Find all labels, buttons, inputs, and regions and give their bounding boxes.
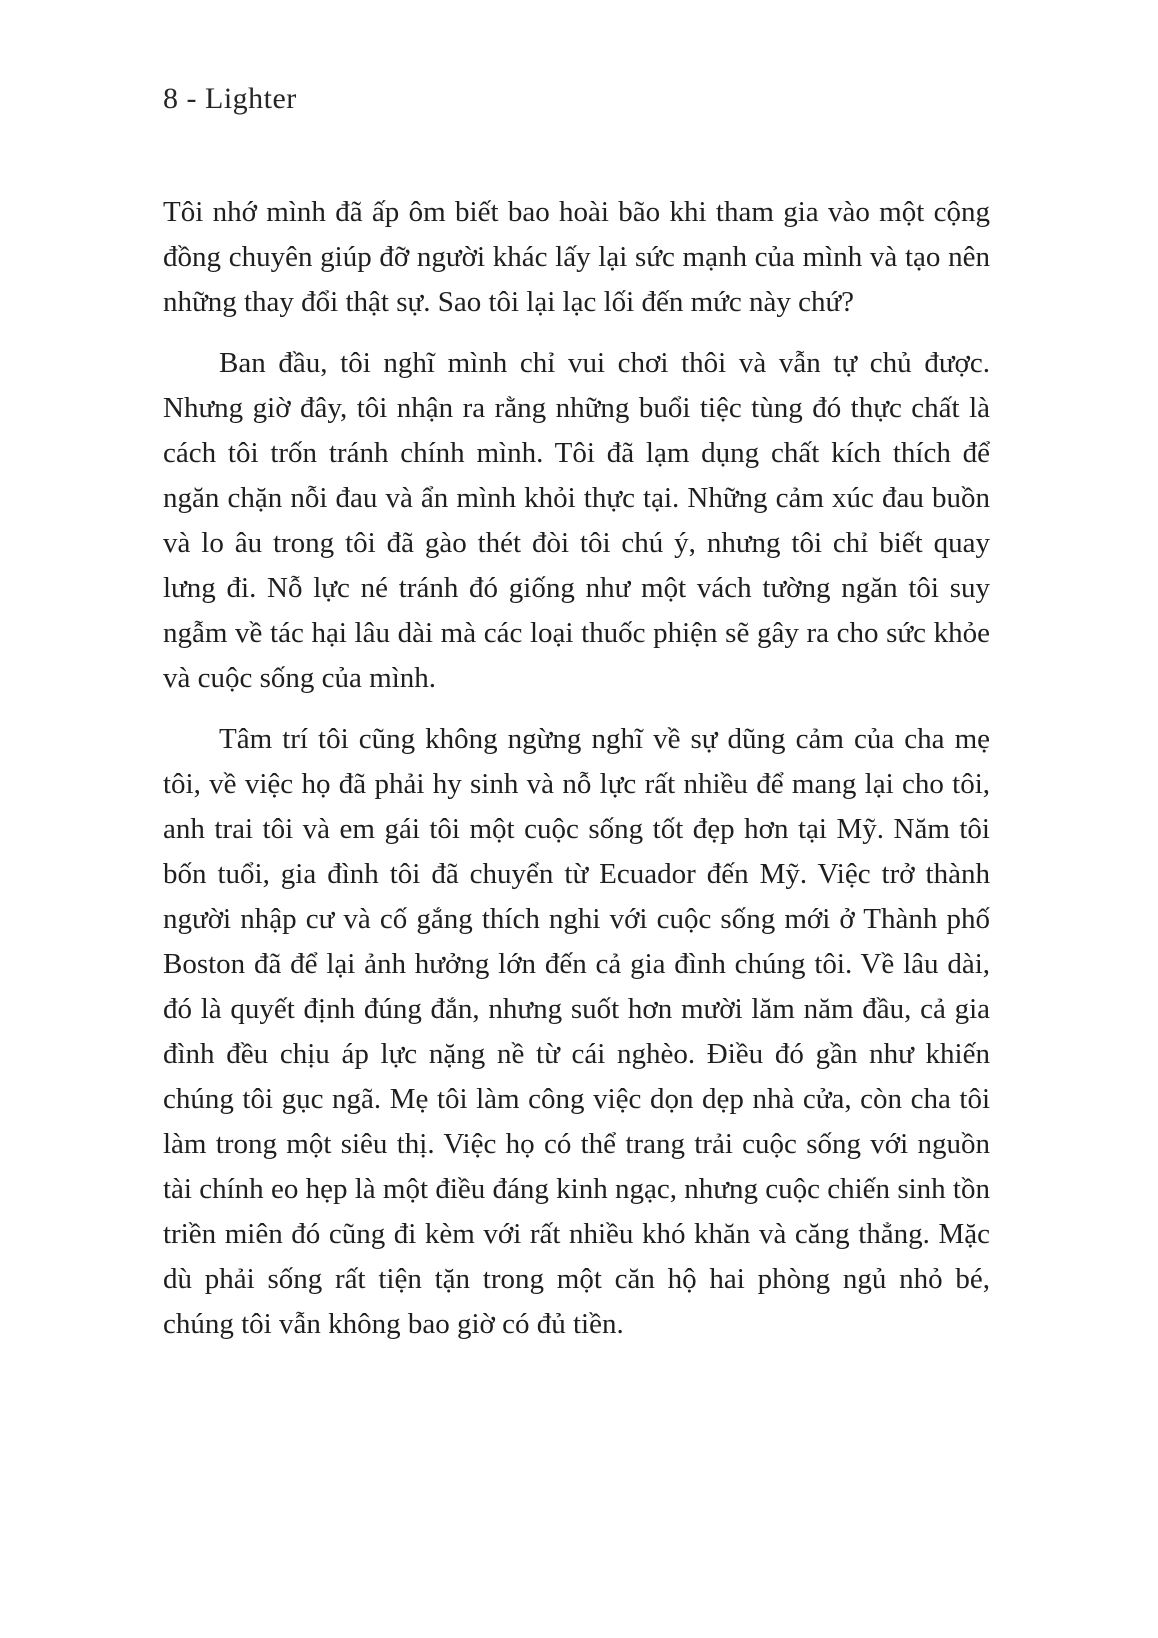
paragraph-2: Ban đầu, tôi nghĩ mình chỉ vui chơi thôi và vẫn tự chủ được. Nhưng giờ đây, tôi nhận ra rằng những buổi tiệc tùng đó thực chất là cách tôi trốn tránh chính mình. Tôi đã lạm dụng chất kích thích để ngăn chặn nỗi đau và ẩn mình khỏi thực tại. Những cảm xúc đau buồn và lo âu trong tôi đã gào thét đòi tôi chú ý, nhưng tôi chỉ biết quay lưng đi. Nỗ lực né tránh đó giống như một vách tường ngăn tôi suy ngẫm về tác hại lâu dài mà các loại thuốc phiện sẽ gây ra cho sức khỏe và cuộc sống của mình. [163,347,990,694]
page-body [163,190,990,1347]
paragraph-3: Tâm trí tôi cũng không ngừng nghĩ về sự dũng cảm của cha mẹ tôi, về việc họ đã phải hy sinh và nỗ lực rất nhiều để mang lại cho tôi, anh trai tôi và em gái tôi một cuộc sống tốt đẹp hơn tại Mỹ. Năm tôi bốn tuổi, gia đình tôi đã chuyển từ Ecuador đến Mỹ. Việc trở thành người nhập cư và cố gắng thích nghi với cuộc sống mới ở Thành phố Boston đã để lại ảnh hưởng lớn đến cả gia đình chúng tôi. Về lâu dài, đó là quyết định đúng đắn, nhưng suốt hơn mười lăm năm đầu, cả gia đình đều chịu áp lực nặng nề từ cái nghèo. Điều đó gần như khiến chúng tôi gục ngã. Mẹ tôi làm công việc dọn dẹp nhà cửa, còn cha tôi làm trong một siêu thị. Việc họ có thể trang trải cuộc sống với nguồn tài chính eo hẹp là một điều đáng kinh ngạc, nhưng cuộc chiến sinh tồn triền miên đó cũng đi kèm với rất nhiều khó khăn và căng thẳng. Mặc dù phải sống rất tiện tặn trong một căn hộ hai phòng ngủ nhỏ bé, chúng tôi vẫn không bao giờ có đủ tiền. [163,723,990,1340]
running-header [163,82,297,116]
paragraph-1: Tôi nhớ mình đã ấp ôm biết bao hoài bão khi tham gia vào một cộng đồng chuyên giúp đỡ người khác lấy lại sức mạnh của mình và tạo nên những thay đổi thật sự. Sao tôi lại lạc lối đến mức này chứ? [163,196,990,318]
running-header-text: 8 - Lighter [163,82,297,115]
